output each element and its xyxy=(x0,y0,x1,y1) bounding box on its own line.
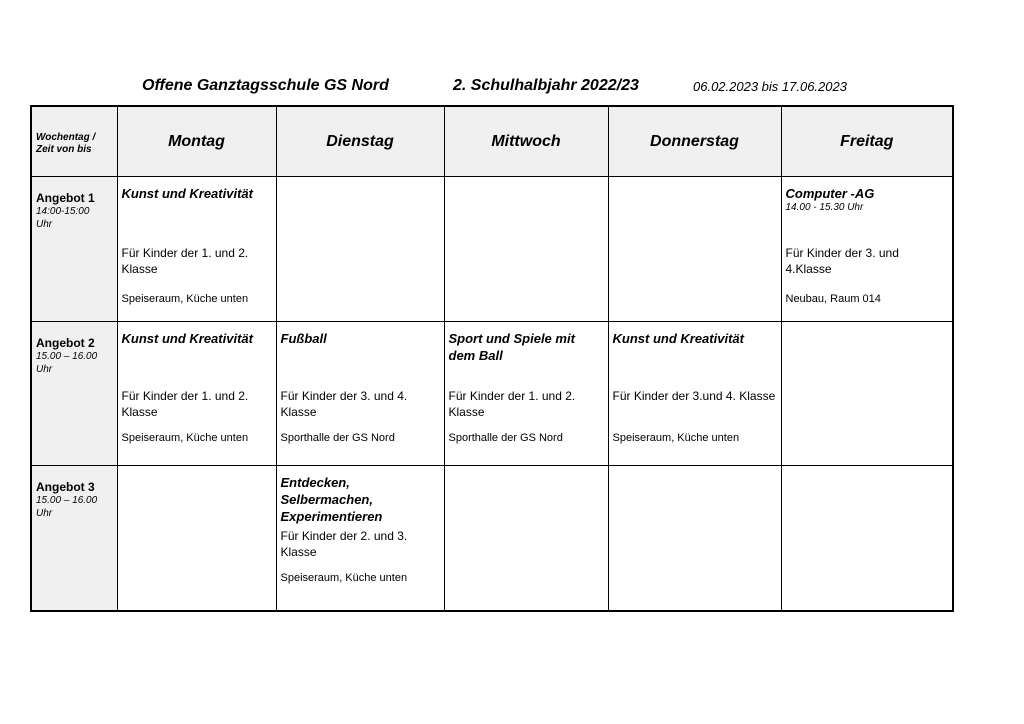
row-name: Angebot 1 xyxy=(36,191,95,205)
course-audience: Für Kinder der 3.und 4. Klasse xyxy=(612,389,776,403)
course-audience: Für Kinder der 1. und 2. Klasse xyxy=(121,246,249,276)
course-title: Kunst und Kreativität xyxy=(612,331,744,346)
course-cell xyxy=(276,322,444,466)
term-title: 2. Schulhalbjahr 2022/23 xyxy=(453,77,639,94)
row-time-unit: Uhr xyxy=(36,219,53,230)
empty-cell xyxy=(781,322,953,466)
course-title: Computer -AG xyxy=(785,186,875,201)
day-header-mittwoch: Mittwoch xyxy=(444,106,608,177)
table-header-row xyxy=(31,106,953,177)
course-location: Neubau, Raum 014 xyxy=(785,293,881,305)
row-name: Angebot 3 xyxy=(36,480,95,494)
course-audience: Für Kinder der 3. und 4.Klasse xyxy=(785,246,899,276)
empty-cell xyxy=(117,466,276,611)
course-location: Speiseraum, Küche unten xyxy=(280,572,408,584)
row-time: 15.00 – 16.00 xyxy=(36,351,98,362)
course-cell xyxy=(117,322,276,466)
empty-cell xyxy=(608,177,781,322)
course-time: 14.00 - 15.30 Uhr xyxy=(785,202,864,213)
table-row xyxy=(31,177,953,322)
table-row xyxy=(31,322,953,466)
course-cell xyxy=(781,177,953,322)
row-header xyxy=(31,466,117,611)
corner-label-line2: Zeit von bis xyxy=(36,143,92,155)
row-header xyxy=(31,322,117,466)
school-title: Offene Ganztagsschule GS Nord xyxy=(142,77,389,94)
row-time-unit: Uhr xyxy=(36,364,53,375)
empty-cell xyxy=(608,466,781,611)
day-header-montag: Montag xyxy=(117,106,276,177)
course-cell xyxy=(276,466,444,611)
row-header xyxy=(31,177,117,322)
course-title: Entdecken, Selbermachen, Experimentieren xyxy=(280,475,383,524)
corner-label-line1: Wochentag / xyxy=(36,131,96,143)
empty-cell xyxy=(444,177,608,322)
date-range: 06.02.2023 bis 17.06.2023 xyxy=(693,79,847,94)
course-cell xyxy=(117,177,276,322)
corner-header xyxy=(31,106,117,177)
day-header-donnerstag: Donnerstag xyxy=(608,106,781,177)
course-audience: Für Kinder der 1. und 2. Klasse xyxy=(448,389,576,419)
empty-cell xyxy=(276,177,444,322)
row-name: Angebot 2 xyxy=(36,336,95,350)
row-time-unit: Uhr xyxy=(36,508,53,519)
course-cell xyxy=(444,322,608,466)
empty-cell xyxy=(781,466,953,611)
course-audience: Für Kinder der 2. und 3. Klasse xyxy=(280,529,408,559)
course-location: Speiseraum, Küche unten xyxy=(121,293,249,305)
day-header-freitag: Freitag xyxy=(781,106,953,177)
course-location: Speiseraum, Küche unten xyxy=(121,432,249,444)
course-cell xyxy=(608,322,781,466)
course-title: Fußball xyxy=(280,331,327,346)
table-row xyxy=(31,466,953,611)
course-audience: Für Kinder der 1. und 2. Klasse xyxy=(121,389,249,419)
course-location: Sporthalle der GS Nord xyxy=(280,432,395,444)
course-location: Speiseraum, Küche unten xyxy=(612,432,740,444)
course-title: Kunst und Kreativität xyxy=(121,186,253,201)
course-title: Sport und Spiele mit dem Ball xyxy=(448,331,575,363)
day-header-dienstag: Dienstag xyxy=(276,106,444,177)
row-time: 15.00 – 16.00 xyxy=(36,495,98,506)
course-audience: Für Kinder der 3. und 4. Klasse xyxy=(280,389,408,419)
course-location: Sporthalle der GS Nord xyxy=(448,432,563,444)
schedule-table xyxy=(30,105,954,612)
row-time: 14:00-15:00 xyxy=(36,206,90,217)
empty-cell xyxy=(444,466,608,611)
course-title: Kunst und Kreativität xyxy=(121,331,253,346)
